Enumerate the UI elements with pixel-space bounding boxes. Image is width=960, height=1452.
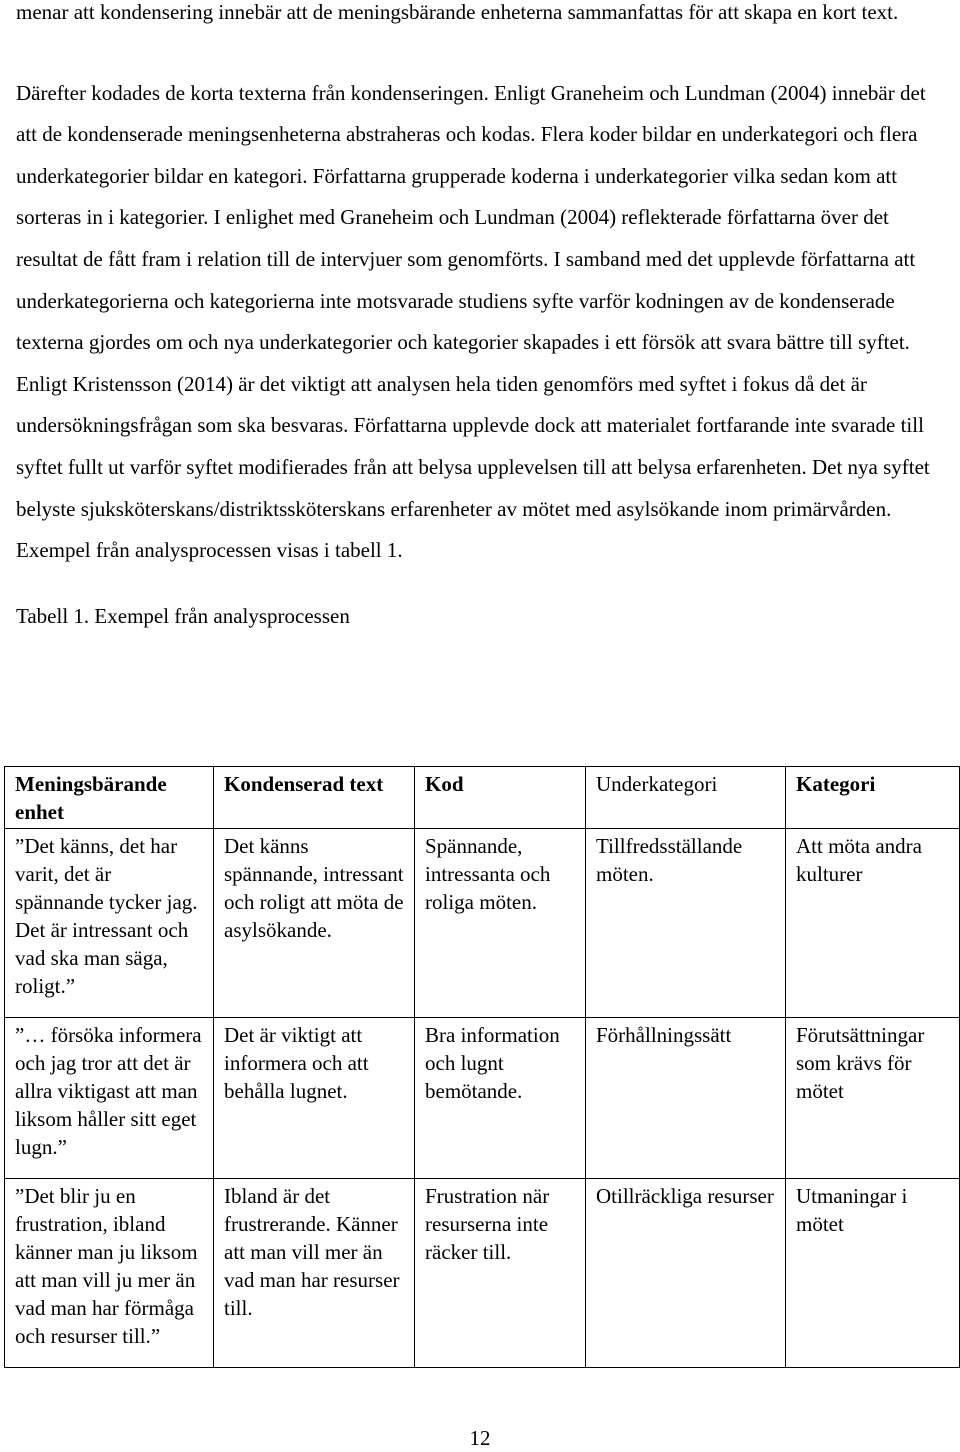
- table-row: [5, 1179, 960, 1368]
- header-kategori: Kategori: [786, 767, 960, 829]
- analysis-table: [4, 766, 960, 1368]
- cell-kod: Spännande, intressanta och roliga möten.: [415, 829, 586, 1018]
- table-row: [5, 1018, 960, 1179]
- page-number: 12: [469, 1426, 491, 1450]
- body-paragraph: Därefter kodades de korta texterna från kondenseringen. Enligt Graneheim och Lundman (2004) innebär det att de kondenserade meningsenheterna abstraheras och kodas. Flera koder bildar en underkategori och flera underkategorier bildar en kategori. Författarna grupperade koderna i underkategorier vilka sedan kom att sorteras in i kategorier. I enlighet med Graneheim och Lundman (2004) reflekterade författarna över det resultat de fått fram i relation till de intervjuer som genomförts. I samband med det upplevde författarna att underkategorierna och kategorierna inte motsvarade studiens syfte varför kodningen av de kondenserade texterna gjordes om och nya underkategorier och kategorier skapades i ett försök att svara bättre till syftet. Enligt Kristensson (2014) är det viktigt att analysen hela tiden genomförs med syftet i fokus då det är undersökningsfrågan som ska besvaras. Författarna upplevde dock att materialet fortfarande inte svarade till syftet fullt ut varför syftet modifierades från att belysa upplevelsen till att belysa erfarenheten. Det nya syftet belyste sjuksköterskans/distriktssköterskans erfarenheter av mötet med asylsökande inom primärvården. Exempel från analysprocessen visas i tabell 1.: [16, 80, 930, 563]
- cell-kategori: Utmaningar i mötet: [786, 1179, 960, 1368]
- header-underkategori: Underkategori: [586, 767, 786, 829]
- document-page: [16, 0, 948, 637]
- header-meningsbarande-enhet: Meningsbärande enhet: [5, 767, 214, 829]
- cell-kategori: Att möta andra kulturer: [786, 829, 960, 1018]
- cell-kondenserad-text: Ibland är det frustrerande. Känner att man vill mer än vad man har resurser till.: [214, 1179, 415, 1368]
- cell-meningsbarande-enhet: ”Det känns, det har varit, det är spännande tycker jag. Det är intressant och vad ska man säga, roligt.”: [5, 829, 214, 1018]
- cell-underkategori: Förhållningssätt: [586, 1018, 786, 1179]
- cell-kategori: Förutsättningar som krävs för mötet: [786, 1018, 960, 1179]
- cell-meningsbarande-enhet: ”… försöka informera och jag tror att det är allra viktigast att man liksom håller sitt eget lugn.”: [5, 1018, 214, 1179]
- cell-kod: Bra information och lugnt bemötande.: [415, 1018, 586, 1179]
- table-header-row: [5, 767, 960, 829]
- table-caption: Tabell 1. Exempel från analysprocessen: [16, 603, 350, 628]
- body-paragraph: menar att kondensering innebär att de meningsbärande enheterna sammanfattas för att skapa en kort text.: [16, 0, 899, 24]
- table-row: [5, 829, 960, 1018]
- header-kod: Kod: [415, 767, 586, 829]
- cell-meningsbarande-enhet: ”Det blir ju en frustration, ibland känner man ju liksom att man vill ju mer än vad man har förmåga och resurser till.”: [5, 1179, 214, 1368]
- cell-kondenserad-text: Det känns spännande, intressant och roligt att möta de asylsökande.: [214, 829, 415, 1018]
- cell-kod: Frustration när resurserna inte räcker till.: [415, 1179, 586, 1368]
- cell-kondenserad-text: Det är viktigt att informera och att behålla lugnet.: [214, 1018, 415, 1179]
- cell-underkategori: Otillräckliga resurser: [586, 1179, 786, 1368]
- header-kondenserad-text: Kondenserad text: [214, 767, 415, 829]
- cell-underkategori: Tillfredsställande möten.: [586, 829, 786, 1018]
